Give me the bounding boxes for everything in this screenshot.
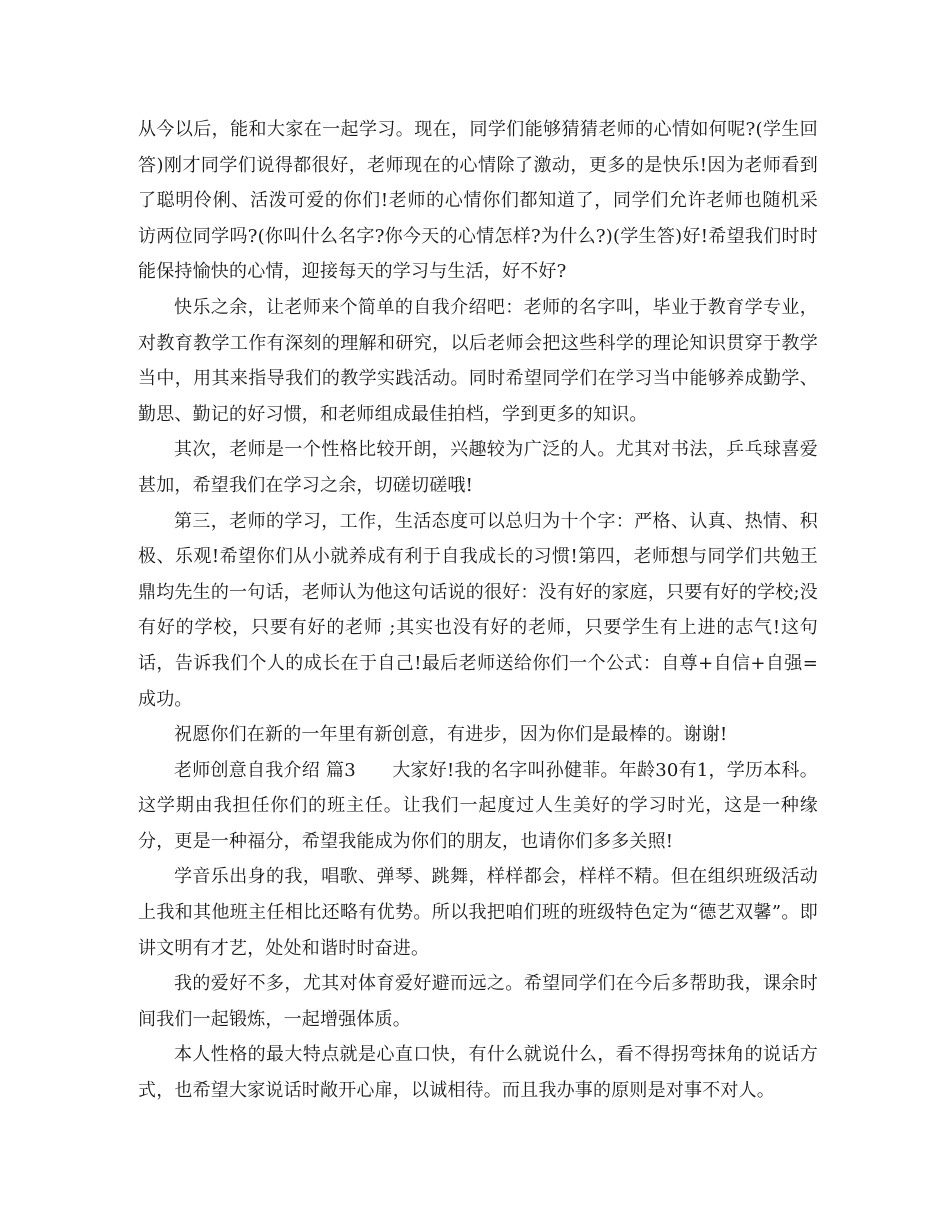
paragraph-3: 其次，老师是一个性格比较开朗，兴趣较为广泛的人。尤其对书法，乒乓球喜爱甚加，希望我们在学习之余，切磋切磋哦! bbox=[138, 439, 818, 496]
paragraph-7: 学音乐出身的我，唱歌、弹琴、跳舞，样样都会，样样不精。但在组织班级活动上我和其他班主任相比还略有优势。所以我把咱们班的班级特色定为“德艺双馨”。即讲文明有才艺，处处和谐时时奋进。 bbox=[138, 866, 818, 959]
paragraph-8: 我的爱好不多，尤其对体育爱好避而远之。希望同学们在今后多帮助我，课余时间我们一起锻炼，一起增强体质。 bbox=[138, 973, 818, 1030]
paragraph-6 bbox=[138, 753, 818, 860]
section-gap bbox=[356, 760, 392, 781]
paragraph-1: 从今以后，能和大家在一起学习。现在，同学们能够猜猜老师的心情如何呢?(学生回答)刚才同学们说得都很好，老师现在的心情除了激动，更多的是快乐!因为老师看到了聪明伶俐、活泼可爱的你们!老师的心情你们都知道了，同学们允许老师也随机采访两位同学吗?(你叫什么名字?你今天的心情怎样?为什么?)(学生答)好!希望我们时时能保持愉快的心情，迎接每天的学习与生活，好不好? bbox=[138, 119, 818, 283]
paragraph-6-text: 大家好!我的名字叫孙健菲。年龄30有1，学历本科。这学期由我担任你们的班主任。让我们一起度过人生美好的学习时光，这是一种缘分，更是一种福分，希望我能成为你们的朋友，也请你们多多关照! bbox=[138, 759, 819, 852]
paragraph-9: 本人性格的最大特点就是心直口快，有什么就说什么，看不得拐弯抹角的说话方式，也希望大家说话时敞开心扉，以诚相待。而且我办事的原则是对事不对人。 bbox=[138, 1044, 818, 1102]
paragraph-2: 快乐之余，让老师来个简单的自我介绍吧：老师的名字叫，毕业于教育学专业，对教育教学工作有深刻的理解和研究，以后老师会把这些科学的理论知识贯穿于教学当中，用其来指导我们的教学实践活动。同时希望同学们在学习当中能够养成勤学、勤思、勤记的好习惯，和老师组成最佳拍档，学到更多的知识。 bbox=[138, 296, 818, 425]
section-heading: 老师创意自我介绍 篇3 bbox=[174, 759, 356, 781]
document-body bbox=[138, 112, 818, 1109]
paragraph-4: 第三，老师的学习，工作，生活态度可以总归为十个字：严格、认真、热情、积极、乐观!希望你们从小就养成有利于自我成长的习惯!第四，老师想与同学们共勉王鼎均先生的一句话，老师认为他这句话说的很好：没有好的家庭，只要有好的学校;没有好的学校，只要有好的老师 ;其实也没有好的老师，只要学生有上进的志气!这句话，告诉我们个人的成长在于自己!最后老师送给你们一个公式：自尊+自信+自强=成功。 bbox=[138, 510, 818, 710]
paragraph-5: 祝愿你们在新的一年里有新创意，有进步，因为你们是最棒的。谢谢! bbox=[174, 724, 728, 746]
